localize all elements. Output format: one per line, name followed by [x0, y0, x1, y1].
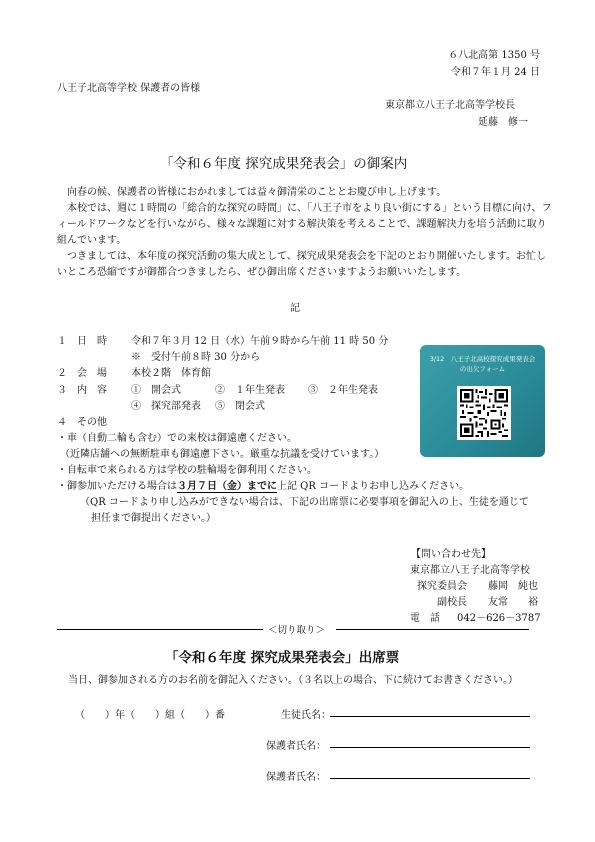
guardian-name-label: 保護者氏名：	[266, 741, 326, 752]
contact-tel-label: 電 話	[410, 613, 440, 624]
body-paragraph-3: つきましては、本年度の探究活動の集大成として、探究成果発表会を下記のとおり開催いたします。お忙しいところ恐縮ですが御都合つきましたら、ぜひ御出席くださいますようお願いいたします。	[57, 251, 546, 278]
contact-vp-name: 友常 裕	[488, 597, 538, 608]
cut-label: ＜切り取り＞	[268, 625, 326, 636]
note-register	[57, 477, 469, 492]
cut-line-right	[336, 629, 529, 630]
class-number-field[interactable]: （ ）年（ ）組（ ）番	[75, 710, 225, 721]
qr-panel[interactable]	[420, 345, 545, 457]
date-value: 令和７年３月 12 日（水）午前９時から午前 11 時 50 分	[131, 336, 389, 347]
other-label: ４ その他	[57, 417, 107, 428]
contact-tel-value: 042－626－3787	[457, 613, 541, 624]
reception-time: ※ 受付午前８時 30 分から	[131, 352, 261, 363]
program-item: ② １年生発表	[215, 385, 285, 396]
date-label: １ 日 時	[57, 336, 107, 347]
program-item: ③ ２年生発表	[308, 385, 378, 396]
sender-name: 延藤 修一	[478, 117, 528, 128]
body-paragraph-1: 向春の候、保護者の皆様におかれましては益々御清栄のこととお慶び申し上げます。	[67, 187, 447, 198]
document-date: 令和７年１月 24 日	[450, 67, 540, 78]
ki-heading: 記	[290, 303, 300, 314]
note-register-post: 上記 QR コードよりお申し込みください。	[277, 481, 470, 492]
program-item: ① 開会式	[131, 385, 181, 396]
qr-caption-line1: 3/12 八王子北高校探究成果発表会	[429, 355, 536, 363]
contact-committee-name: 藤岡 純也	[488, 581, 538, 592]
venue-label: ２ 会 場	[57, 368, 107, 379]
cut-line-left	[57, 629, 263, 630]
body-paragraph-2: 本校では、週に１時間の「総合的な探究の時間」に、「八王子市をより良い街にする」という目標に向け、フィールドワークなどを行いながら、様々な課題に対する解決策を考えることで、課題解決力を培う活動に取り組んでいます。	[57, 203, 552, 246]
program-item: ④ 探究部発表	[131, 401, 201, 412]
note-bicycle: ・自転車で来られる方は学校の駐輪場を御利用ください。	[57, 465, 317, 476]
page-title: 「令和６年度 探究成果発表会」の御案内	[160, 156, 408, 172]
recipient: 八王子北高等学校 保護者の皆様	[57, 83, 201, 94]
venue-value: 本校２階 体育館	[131, 368, 211, 379]
contact-committee-label: 探究委員会	[417, 581, 467, 592]
note-car: ・車（自動二輪も含む）での来校は御遠慮ください。	[57, 433, 297, 444]
guardian-name-field[interactable]	[330, 747, 530, 748]
qr-code-icon[interactable]	[457, 386, 511, 440]
note-parking: （近隣店舗への無断駐車も御遠慮下さい。厳重な抗議を受けています。）	[60, 449, 385, 460]
guardian-name-field[interactable]	[330, 778, 530, 779]
student-name-label: 生徒氏名：	[281, 710, 331, 721]
document-number: ６八北高第 1350 号	[448, 50, 540, 61]
note-register-pre: ・御参加いただける場合は	[57, 481, 177, 492]
note-paper-form-cont: 担任まで御提出ください。）	[91, 513, 216, 524]
contact-heading: 【問い合わせ先】	[411, 549, 491, 560]
guardian-name-label: 保護者氏名：	[266, 772, 326, 783]
slip-title: 「令和６年度 探究成果発表会」出席票	[165, 650, 400, 666]
contact-vp-label: 副校長	[437, 597, 467, 608]
student-name-field[interactable]	[330, 716, 530, 717]
slip-instruction: 当日、御参加される方のお名前を御記入ください。（３名以上の場合、下に続けてお書きください。）	[68, 675, 518, 686]
contact-school: 東京都立八王子北高等学校	[410, 565, 530, 576]
note-paper-form: （QR コードより申し込みができない場合は、下記の出席票に必要事項を御記入の上、生徒を通じて	[80, 497, 529, 508]
content-label: ３ 内 容	[57, 385, 107, 396]
sender-school: 東京都立八王子北高等学校長	[385, 100, 515, 111]
deadline-emphasis: ３月７日（金）までに	[177, 481, 277, 492]
qr-caption-line2: の出欠フォーム	[459, 365, 506, 373]
program-item: ⑤ 閉会式	[215, 401, 265, 412]
